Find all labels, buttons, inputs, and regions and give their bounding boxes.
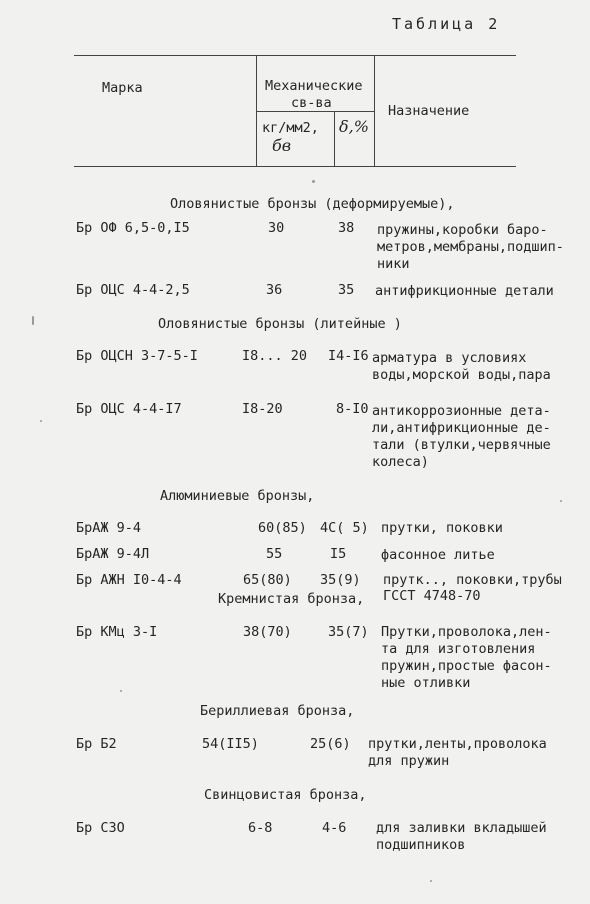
header-purpose: Назначение [388,103,470,119]
row-sigma: 36 [266,282,283,298]
row-brand: Бр ОЦС 4-4-2,5 [76,282,190,298]
row-brand: Бр ОФ 6,5-0,I5 [76,220,190,236]
header-sigma: бв [272,136,292,155]
section-heading: Оловянистые бронзы (литейные ) [158,316,402,332]
section-heading: Кремнистая бронза, [218,591,365,607]
table-title: Таблица 2 [392,15,501,33]
row-brand: Бр ОЦСН 3-7-5-I [76,348,198,364]
row-sigma: 38(70) [243,624,292,640]
row-purpose-line: пружин,простые фасон- [381,658,552,674]
row-brand: БрАЖ 9-4Л [76,546,150,562]
row-purpose-line: ли,антифрикционные де- [372,420,551,436]
row-delta: 35 [338,282,355,298]
row-delta: I4-I6 [328,348,369,364]
row-purpose-line: колеса) [372,454,429,470]
column-divider-1 [256,55,257,167]
row-purpose-line: арматура в условиях [372,350,527,366]
row-delta: 38 [338,220,355,236]
row-purpose-line: ные отливки [381,675,471,691]
row-purpose-line: тали (втулки,червячные [372,437,551,453]
row-purpose-line: фасонное литье [381,547,495,563]
row-brand: БрАЖ 9-4 [76,520,142,536]
row-brand: Бр АЖН I0-4-4 [76,572,182,588]
row-sigma: 65(80) [243,572,292,588]
column-divider-3 [334,111,335,167]
row-purpose-line: антифрикционные детали [375,283,554,299]
scan-speck [560,500,562,502]
table-header-bottom-border [74,166,516,167]
column-divider-2 [374,55,375,167]
scan-speck [430,880,432,882]
row-sigma: 54(II5) [202,736,259,752]
row-purpose-line: прутки, поковки [381,520,503,536]
row-delta: 35(7) [328,624,369,640]
row-delta: 25(6) [310,736,351,752]
row-purpose-line: Прутки,проволока,лен- [381,624,552,640]
row-brand: Бр ОЦС 4-4-I7 [76,401,182,417]
row-purpose-line: прутки,ленты,проволока [368,736,547,752]
scan-speck [32,316,34,325]
row-brand: Бр Б2 [76,736,117,752]
row-purpose-line: пружины,коробки баро- [377,222,548,238]
row-sigma: 6-8 [248,820,273,836]
section-heading: Свинцовистая бронза, [204,787,367,803]
row-delta: 35(9) [320,572,361,588]
row-sigma: I8-20 [242,401,283,417]
header-mech-line2: св-ва [291,95,332,111]
row-delta: 4С( 5) [320,520,369,536]
row-sigma: I8... 20 [242,348,308,364]
row-purpose-line: воды,морской воды,пара [372,367,551,383]
header-delta: δ,% [339,117,369,136]
section-heading: Оловянистые бронзы (деформируемые), [170,196,455,212]
row-sigma: 60(85) [258,520,307,536]
row-purpose-line: ГССТ 4748-70 [383,588,481,604]
row-purpose-line: для заливки вкладышей [376,820,547,836]
row-delta: 8-I0 [336,401,369,417]
row-sigma: 30 [268,220,285,236]
scan-speck [40,420,42,422]
scan-speck [120,690,122,692]
section-heading: Алюминиевые бронзы, [160,488,315,504]
row-brand: Бр КМц 3-I [76,624,158,640]
row-purpose-line: та для изготовления [381,641,536,657]
row-purpose-line: прутк.., поковки,трубы [383,572,562,588]
row-purpose-line: метров,мембраны,подшип- [377,239,564,255]
row-brand: Бр СЗО [76,820,125,836]
header-mech-line1: Механические [265,78,363,94]
table-top-border [74,55,516,56]
row-purpose-line: для пружин [368,753,450,769]
row-purpose-line: антикоррозионные дета- [372,403,551,419]
header-brand: Марка [102,80,143,96]
row-sigma: 55 [266,546,283,562]
row-delta: I5 [330,546,347,562]
scan-speck [312,180,315,183]
row-purpose-line: подшипников [376,837,466,853]
row-delta: 4-6 [322,820,347,836]
section-heading: Бериллиевая бронза, [200,703,355,719]
header-unit: кг/мм2, [262,120,319,136]
row-purpose-line: ники [377,256,410,272]
